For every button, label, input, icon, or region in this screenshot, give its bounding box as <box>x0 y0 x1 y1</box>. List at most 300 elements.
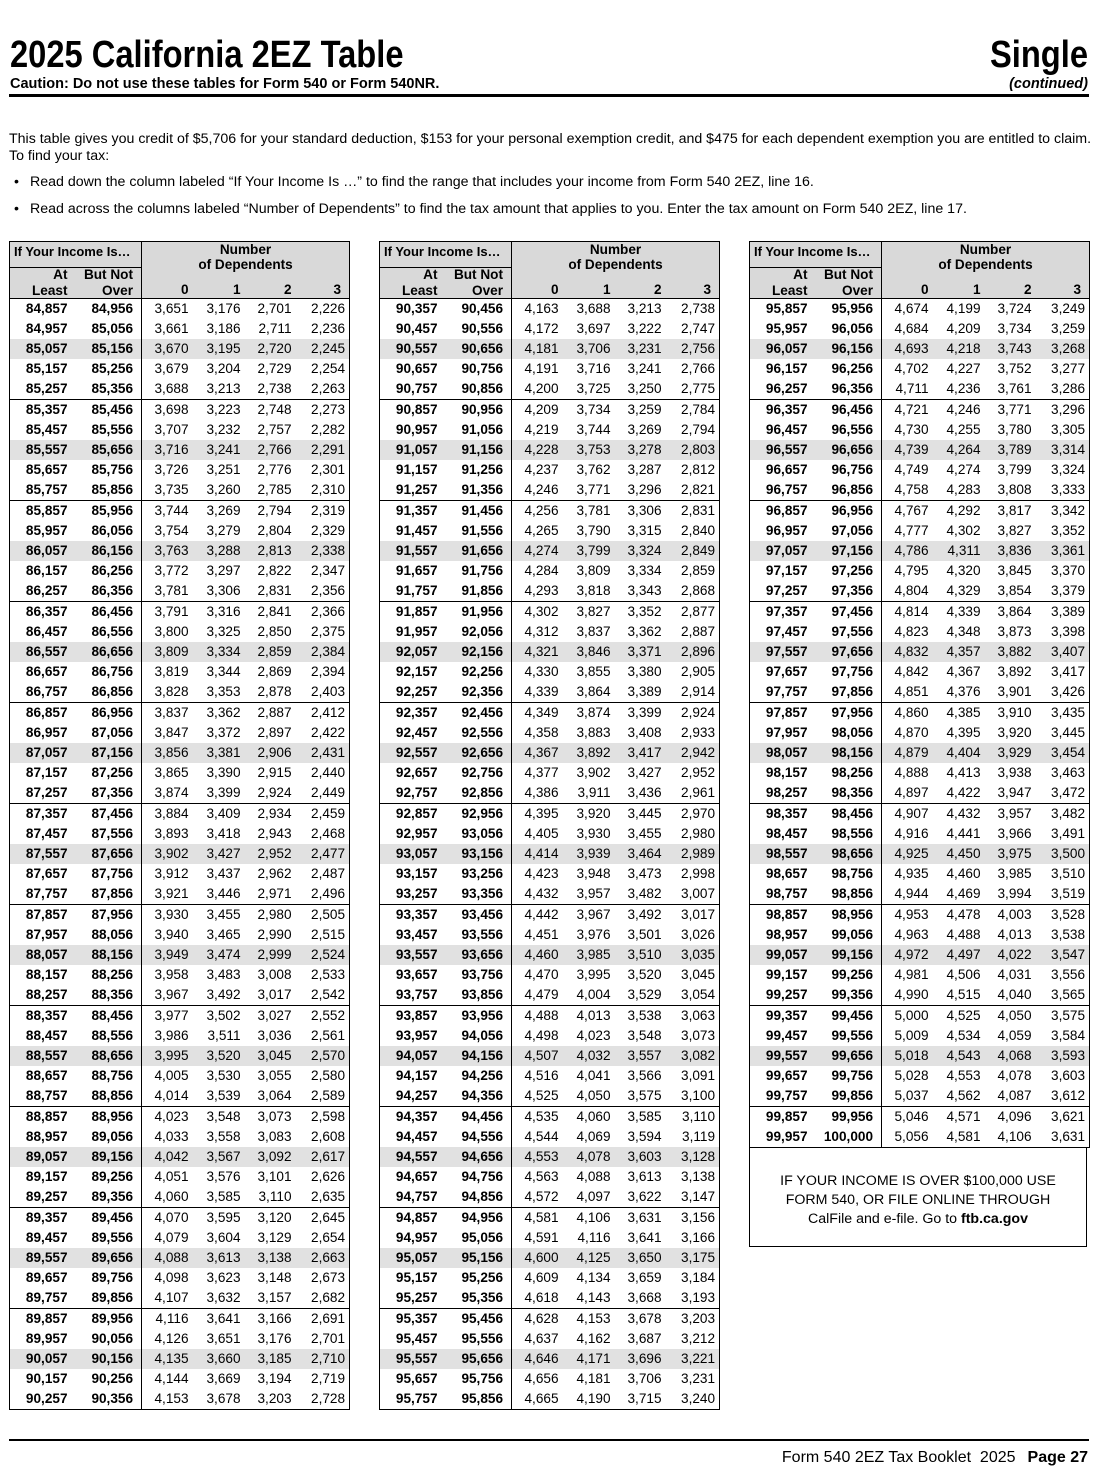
income-at-least: 96,857 <box>750 501 816 522</box>
tax-amount-0-dependents: 4,823 <box>894 624 929 639</box>
tax-amount-3-dependents: 2,728 <box>311 1391 346 1406</box>
tax-amount-3-dependents: 2,766 <box>681 361 716 376</box>
tax-amount-1-dependents: 3,781 <box>567 501 619 522</box>
tax-amount-1-dependents: 4,329 <box>946 583 981 598</box>
tax-amount-2-dependents: 3,278 <box>619 440 670 460</box>
tax-amount-1-dependents: 3,874 <box>567 703 619 724</box>
tax-amount-2-dependents: 2,794 <box>249 501 300 522</box>
tax-amount-1-dependents: 3,465 <box>206 927 241 942</box>
income-at-least: 90,657 <box>395 361 438 376</box>
tax-amount-1-dependents: 3,427 <box>197 844 249 864</box>
ftb-website-link[interactable]: ftb.ca.gov <box>960 1211 1028 1227</box>
tax-amount-3-dependents: 3,565 <box>1051 987 1086 1002</box>
income-but-not-over: 85,956 <box>76 501 142 522</box>
tax-amount-2-dependents: 3,529 <box>627 987 662 1002</box>
income-at-least: 97,657 <box>765 664 808 679</box>
tax-amount-1-dependents: 3,688 <box>567 299 619 320</box>
tax-amount-3-dependents: 3,156 <box>670 1208 720 1229</box>
table-row <box>750 359 1090 379</box>
income-at-least: 94,557 <box>380 1147 446 1167</box>
income-at-least: 98,157 <box>765 765 808 780</box>
tax-amount-2-dependents: 2,813 <box>249 541 300 561</box>
tax-amount-3-dependents: 2,282 <box>311 422 346 437</box>
tax-amount-2-dependents: 3,641 <box>627 1230 662 1245</box>
tax-amount-0-dependents: 4,786 <box>882 541 937 561</box>
table-row <box>10 682 350 703</box>
tax-amount-0-dependents: 4,033 <box>154 1129 189 1144</box>
table-row <box>380 1389 720 1410</box>
table-row <box>380 1066 720 1086</box>
income-but-not-over: 93,456 <box>446 905 512 926</box>
income-at-least: 88,957 <box>25 1129 68 1144</box>
tax-amount-2-dependents: 3,920 <box>997 725 1032 740</box>
tax-amount-2-dependents: 3,808 <box>997 482 1032 497</box>
table-row <box>10 703 350 724</box>
table-row <box>10 581 350 602</box>
table-row <box>380 622 720 642</box>
income-at-least: 92,657 <box>395 765 438 780</box>
tax-amount-0-dependents: 3,837 <box>142 703 197 724</box>
dependents-col-3: 3 <box>1040 282 1090 299</box>
income-at-least: 90,257 <box>25 1391 68 1406</box>
tax-amount-3-dependents: 2,570 <box>300 1046 350 1066</box>
tax-amount-2-dependents: 2,729 <box>257 361 292 376</box>
tax-amount-2-dependents: 3,957 <box>989 804 1040 825</box>
table-row <box>10 1086 350 1107</box>
tax-amount-0-dependents: 4,591 <box>524 1230 559 1245</box>
income-at-least: 92,557 <box>380 743 446 763</box>
tax-amount-0-dependents: 4,423 <box>524 866 559 881</box>
table-row <box>10 925 350 945</box>
income-at-least: 92,157 <box>395 664 438 679</box>
income-but-not-over: 87,856 <box>76 884 142 905</box>
income-at-least: 97,057 <box>750 541 816 561</box>
at-least-header-line-1: At <box>53 267 68 282</box>
tax-amount-1-dependents: 3,911 <box>577 785 611 800</box>
table-row <box>750 662 1090 682</box>
table-row <box>380 541 720 561</box>
tax-amount-3-dependents: 2,608 <box>311 1129 346 1144</box>
tax-amount-0-dependents: 3,856 <box>142 743 197 763</box>
tax-amount-2-dependents: 3,994 <box>997 886 1032 901</box>
tax-amount-1-dependents: 4,236 <box>946 381 981 396</box>
income-but-not-over: 85,556 <box>76 420 142 440</box>
tax-amount-3-dependents: 2,394 <box>311 664 346 679</box>
tax-amount-2-dependents: 3,101 <box>257 1169 292 1184</box>
tax-amount-2-dependents: 3,296 <box>627 482 662 497</box>
income-at-least: 89,057 <box>10 1147 76 1167</box>
income-at-least: 96,257 <box>765 381 808 396</box>
tax-amount-1-dependents: 3,520 <box>197 1046 249 1066</box>
tax-amount-1-dependents: 3,251 <box>206 462 241 477</box>
tax-amount-0-dependents: 3,670 <box>142 339 197 359</box>
tax-amount-2-dependents: 3,566 <box>627 1068 662 1083</box>
income-but-not-over: 93,556 <box>446 925 512 945</box>
tax-amount-3-dependents: 3,305 <box>1051 422 1086 437</box>
tax-amount-1-dependents: 3,920 <box>567 804 619 825</box>
table-row <box>10 1046 350 1066</box>
tax-amount-0-dependents: 4,358 <box>524 725 559 740</box>
table-row <box>380 703 720 724</box>
tax-amount-1-dependents: 3,511 <box>207 1028 241 1043</box>
income-but-not-over: 93,856 <box>446 985 512 1006</box>
tax-amount-1-dependents: 4,534 <box>946 1028 981 1043</box>
tax-amount-3-dependents: 2,347 <box>311 563 346 578</box>
tax-amount-1-dependents: 3,697 <box>576 321 611 336</box>
tax-amount-2-dependents: 3,771 <box>989 400 1040 421</box>
tax-amount-1-dependents: 4,292 <box>937 501 989 522</box>
tax-amount-1-dependents: 3,613 <box>197 1248 249 1268</box>
but-not-over-header-2: Over <box>76 282 142 299</box>
tax-amount-3-dependents: 2,980 <box>681 826 716 841</box>
instruction-bullet-2 <box>14 201 967 217</box>
income-but-not-over: 99,756 <box>816 1066 882 1086</box>
income-but-not-over: 88,156 <box>76 945 142 965</box>
tax-amount-3-dependents: 2,412 <box>300 703 350 724</box>
table-row <box>380 501 720 522</box>
income-at-least: 95,157 <box>395 1270 438 1285</box>
tax-amount-0-dependents: 4,628 <box>512 1309 567 1330</box>
tax-amount-3-dependents: 3,193 <box>681 1290 716 1305</box>
income-at-least: 94,157 <box>395 1068 438 1083</box>
income-at-least: 96,957 <box>765 523 808 538</box>
income-at-least: 96,357 <box>750 400 816 421</box>
income-but-not-over: 92,356 <box>446 682 512 703</box>
income-but-not-over: 96,256 <box>816 359 882 379</box>
tax-amount-3-dependents: 2,942 <box>670 743 720 763</box>
table-row <box>380 521 720 541</box>
tax-amount-1-dependents: 4,543 <box>937 1046 989 1066</box>
income-at-least: 89,457 <box>25 1230 68 1245</box>
tax-amount-0-dependents: 4,944 <box>894 886 929 901</box>
tax-amount-1-dependents: 3,827 <box>567 602 619 623</box>
tax-amount-3-dependents: 3,584 <box>1051 1028 1086 1043</box>
tax-amount-1-dependents: 4,190 <box>576 1391 611 1406</box>
page-number: Page 27 <box>1027 1449 1088 1466</box>
tax-amount-0-dependents: 4,079 <box>154 1230 189 1245</box>
tax-amount-3-dependents: 2,552 <box>300 1006 350 1027</box>
income-at-least: 91,757 <box>395 583 438 598</box>
income-at-least: 96,057 <box>750 339 816 359</box>
income-but-not-over: 92,756 <box>446 763 512 783</box>
table-row <box>380 905 720 926</box>
tax-amount-2-dependents: 3,389 <box>627 684 662 699</box>
tax-amount-1-dependents: 3,762 <box>576 462 611 477</box>
tax-amount-0-dependents: 4,321 <box>512 642 567 662</box>
caution-text: Caution: Do not use these tables for Form 540 or Form 540NR. <box>10 76 440 92</box>
income-at-least: 99,557 <box>750 1046 816 1066</box>
income-at-least: 94,457 <box>395 1129 438 1144</box>
table-row <box>10 1248 350 1268</box>
tax-amount-0-dependents: 4,060 <box>154 1189 189 1204</box>
tax-amount-3-dependents: 3,175 <box>670 1248 720 1268</box>
tax-amount-3-dependents: 2,375 <box>311 624 346 639</box>
tax-amount-1-dependents: 3,390 <box>206 765 241 780</box>
tax-amount-3-dependents: 3,333 <box>1051 482 1086 497</box>
income-at-least: 92,057 <box>380 642 446 662</box>
tax-amount-1-dependents: 3,678 <box>206 1391 241 1406</box>
income-but-not-over: 99,156 <box>816 945 882 965</box>
income-at-least: 97,957 <box>765 725 808 740</box>
income-but-not-over: 95,656 <box>446 1349 512 1369</box>
tax-amount-3-dependents: 2,877 <box>670 602 720 623</box>
tax-amount-2-dependents: 4,013 <box>997 927 1032 942</box>
tax-amount-1-dependents: 3,399 <box>206 785 241 800</box>
tax-amount-3-dependents: 2,961 <box>681 785 716 800</box>
dependents-header <box>142 242 350 283</box>
tax-amount-3-dependents: 3,063 <box>670 1006 720 1027</box>
income-but-not-over: 91,656 <box>446 541 512 561</box>
tax-amount-3-dependents: 3,203 <box>670 1309 720 1330</box>
tax-amount-0-dependents: 4,135 <box>142 1349 197 1369</box>
tax-amount-0-dependents: 4,674 <box>882 299 937 320</box>
income-but-not-over: 96,556 <box>816 420 882 440</box>
tax-amount-1-dependents: 3,818 <box>576 583 611 598</box>
income-but-not-over: 91,856 <box>446 581 512 602</box>
income-at-least: 97,457 <box>765 624 808 639</box>
table-row <box>750 319 1090 339</box>
tax-amount-3-dependents: 2,254 <box>311 361 346 376</box>
income-at-least: 91,357 <box>380 501 446 522</box>
tax-amount-0-dependents: 3,781 <box>154 583 189 598</box>
tax-amount-3-dependents: 2,784 <box>670 400 720 421</box>
income-but-not-over: 89,756 <box>76 1268 142 1288</box>
tax-amount-3-dependents: 3,212 <box>681 1331 716 1346</box>
tax-amount-1-dependents: 3,204 <box>206 361 241 376</box>
tax-amount-0-dependents: 4,005 <box>154 1068 189 1083</box>
tax-amount-1-dependents: 3,548 <box>197 1107 249 1128</box>
tax-amount-3-dependents: 3,575 <box>1040 1006 1090 1027</box>
table-row <box>10 379 350 400</box>
income-at-least: 98,957 <box>765 927 808 942</box>
tax-amount-2-dependents: 3,185 <box>249 1349 300 1369</box>
table-row <box>10 945 350 965</box>
table-row <box>10 1187 350 1208</box>
table-row <box>750 783 1090 804</box>
income-at-least: 95,857 <box>750 299 816 320</box>
tax-amount-0-dependents: 4,563 <box>524 1169 559 1184</box>
tax-amount-0-dependents: 5,037 <box>894 1088 929 1103</box>
income-at-least: 93,457 <box>395 927 438 942</box>
income-but-not-over: 97,556 <box>816 622 882 642</box>
income-at-least: 85,657 <box>25 462 68 477</box>
table-row <box>750 965 1090 985</box>
tax-amount-2-dependents: 3,445 <box>619 804 670 825</box>
income-but-not-over: 96,156 <box>816 339 882 359</box>
tax-amount-2-dependents: 3,743 <box>989 339 1040 359</box>
income-but-not-over: 95,056 <box>446 1228 512 1248</box>
tax-amount-0-dependents: 4,758 <box>894 482 929 497</box>
tax-amount-1-dependents: 3,502 <box>197 1006 249 1027</box>
income-but-not-over: 92,456 <box>446 703 512 724</box>
income-at-least: 96,157 <box>765 361 808 376</box>
table-row <box>750 985 1090 1006</box>
note-line-3-text: CalFile and e-file. Go to <box>808 1211 961 1227</box>
tax-amount-3-dependents: 2,821 <box>681 482 716 497</box>
tax-amount-2-dependents: 3,901 <box>997 684 1032 699</box>
tax-amount-0-dependents: 4,832 <box>882 642 937 662</box>
tax-amount-3-dependents: 3,379 <box>1051 583 1086 598</box>
tax-amount-3-dependents: 2,319 <box>300 501 350 522</box>
income-but-not-over: 92,656 <box>446 743 512 763</box>
tax-amount-3-dependents: 2,933 <box>681 725 716 740</box>
tax-amount-2-dependents: 3,352 <box>619 602 670 623</box>
tax-amount-0-dependents: 3,707 <box>154 422 189 437</box>
income-but-not-over: 88,756 <box>76 1066 142 1086</box>
tax-amount-0-dependents: 5,028 <box>894 1068 929 1083</box>
tax-amount-0-dependents: 4,237 <box>524 462 559 477</box>
income-but-not-over: 89,656 <box>76 1248 142 1268</box>
income-but-not-over: 95,256 <box>446 1268 512 1288</box>
income-but-not-over: 92,156 <box>446 642 512 662</box>
tax-amount-2-dependents: 3,213 <box>619 299 670 320</box>
dependents-col-0: 0 <box>512 282 567 299</box>
income-but-not-over: 92,256 <box>446 662 512 682</box>
tax-amount-2-dependents: 4,078 <box>997 1068 1032 1083</box>
tax-amount-1-dependents: 3,492 <box>206 987 241 1002</box>
tax-amount-3-dependents: 3,417 <box>1051 664 1086 679</box>
table-row <box>380 440 720 460</box>
tax-amount-2-dependents: 3,510 <box>619 945 670 965</box>
income-at-least: 97,557 <box>750 642 816 662</box>
tax-amount-0-dependents: 5,000 <box>882 1006 937 1027</box>
table-row <box>10 804 350 825</box>
tax-amount-3-dependents: 3,138 <box>681 1169 716 1184</box>
income-at-least: 86,357 <box>10 602 76 623</box>
tax-amount-3-dependents: 2,738 <box>670 299 720 320</box>
income-but-not-over: 94,756 <box>446 1167 512 1187</box>
tax-amount-1-dependents: 3,883 <box>576 725 611 740</box>
tax-amount-3-dependents: 3,547 <box>1040 945 1090 965</box>
at-least-header-line-1: At <box>793 267 808 282</box>
tax-amount-0-dependents: 4,246 <box>524 482 559 497</box>
page-footer <box>782 1449 1088 1467</box>
tax-amount-1-dependents: 4,116 <box>577 1230 611 1245</box>
tax-amount-1-dependents: 4,497 <box>937 945 989 965</box>
income-but-not-over: 96,356 <box>816 379 882 400</box>
income-but-not-over: 89,356 <box>76 1187 142 1208</box>
tax-amount-0-dependents: 4,209 <box>512 400 567 421</box>
tax-amount-1-dependents: 3,483 <box>206 967 241 982</box>
tax-amount-2-dependents: 3,520 <box>627 967 662 982</box>
tax-amount-0-dependents: 4,553 <box>512 1147 567 1167</box>
table-row <box>380 1309 720 1330</box>
tax-amount-0-dependents: 4,395 <box>512 804 567 825</box>
tax-amount-2-dependents: 2,999 <box>249 945 300 965</box>
tax-amount-1-dependents: 4,283 <box>946 482 981 497</box>
tax-amount-2-dependents: 3,985 <box>997 866 1032 881</box>
income-but-not-over: 96,856 <box>816 480 882 501</box>
tax-amount-3-dependents: 2,263 <box>311 381 346 396</box>
table-row <box>380 925 720 945</box>
income-at-least: 87,957 <box>25 927 68 942</box>
tax-amount-3-dependents: 3,472 <box>1051 785 1086 800</box>
table-row <box>380 359 720 379</box>
tax-amount-3-dependents: 3,463 <box>1051 765 1086 780</box>
tax-amount-1-dependents: 3,232 <box>206 422 241 437</box>
table-row <box>380 1167 720 1187</box>
tax-amount-2-dependents: 2,990 <box>257 927 292 942</box>
income-at-least: 86,457 <box>25 624 68 639</box>
tax-amount-2-dependents: 3,129 <box>257 1230 292 1245</box>
tax-amount-1-dependents: 4,357 <box>937 642 989 662</box>
tax-amount-0-dependents: 3,893 <box>154 826 189 841</box>
tax-amount-0-dependents: 4,126 <box>154 1331 189 1346</box>
tax-amount-1-dependents: 3,455 <box>197 905 249 926</box>
income-but-not-over: 90,656 <box>446 339 512 359</box>
tax-amount-1-dependents: 4,376 <box>946 684 981 699</box>
income-at-least: 99,457 <box>765 1028 808 1043</box>
income-but-not-over: 93,656 <box>446 945 512 965</box>
tax-amount-2-dependents: 4,031 <box>997 967 1032 982</box>
tax-amount-2-dependents: 3,241 <box>627 361 662 376</box>
tax-amount-0-dependents: 3,912 <box>154 866 189 881</box>
tax-amount-0-dependents: 4,972 <box>882 945 937 965</box>
table-row <box>10 1127 350 1147</box>
tax-amount-1-dependents: 3,306 <box>206 583 241 598</box>
income-at-least: 87,857 <box>10 905 76 926</box>
table-row <box>750 460 1090 480</box>
tax-amount-3-dependents: 2,487 <box>311 866 346 881</box>
table-row <box>10 622 350 642</box>
income-at-least: 94,657 <box>395 1169 438 1184</box>
table-row <box>750 723 1090 743</box>
tax-amount-2-dependents: 3,306 <box>619 501 670 522</box>
income-at-least: 95,257 <box>395 1290 438 1305</box>
tax-amount-1-dependents: 3,176 <box>197 299 249 320</box>
tax-amount-2-dependents: 3,371 <box>619 642 670 662</box>
booklet-name: Form 540 2EZ Tax Booklet 2025 <box>781 1449 1016 1466</box>
tax-amount-2-dependents: 3,008 <box>257 967 292 982</box>
tax-amount-1-dependents: 3,939 <box>567 844 619 864</box>
income-at-least: 86,257 <box>25 583 68 598</box>
tax-amount-1-dependents: 3,985 <box>567 945 619 965</box>
income-but-not-over: 95,956 <box>816 299 882 320</box>
income-but-not-over: 91,756 <box>446 561 512 581</box>
income-but-not-over: 97,056 <box>816 521 882 541</box>
tax-amount-1-dependents: 4,209 <box>946 321 981 336</box>
income-at-least: 87,257 <box>25 785 68 800</box>
table-row <box>750 561 1090 581</box>
tax-amount-2-dependents: 3,036 <box>257 1028 292 1043</box>
tax-amount-3-dependents: 3,519 <box>1051 886 1086 901</box>
income-at-least: 95,557 <box>380 1349 446 1369</box>
tax-amount-2-dependents: 3,157 <box>257 1290 292 1305</box>
tax-amount-1-dependents: 4,460 <box>946 866 981 881</box>
table-row <box>10 1369 350 1389</box>
tax-amount-3-dependents: 2,329 <box>311 523 346 538</box>
tax-amount-1-dependents: 3,623 <box>206 1270 241 1285</box>
tax-amount-0-dependents: 3,940 <box>154 927 189 942</box>
table-row <box>380 804 720 825</box>
tax-amount-0-dependents: 4,916 <box>894 826 929 841</box>
tax-amount-0-dependents: 4,414 <box>512 844 567 864</box>
table-row <box>10 743 350 763</box>
income-but-not-over: 86,756 <box>76 662 142 682</box>
tax-amount-1-dependents: 4,097 <box>576 1189 611 1204</box>
income-but-not-over: 88,356 <box>76 985 142 1006</box>
table-row <box>10 420 350 440</box>
tax-amount-0-dependents: 4,219 <box>524 422 559 437</box>
tax-amount-0-dependents: 4,693 <box>882 339 937 359</box>
income-but-not-over: 90,256 <box>76 1369 142 1389</box>
tax-amount-2-dependents: 3,910 <box>989 703 1040 724</box>
tax-amount-2-dependents: 3,650 <box>619 1248 670 1268</box>
table-row <box>750 824 1090 844</box>
tax-amount-3-dependents: 2,301 <box>311 462 346 477</box>
tax-amount-2-dependents: 2,906 <box>249 743 300 763</box>
tax-amount-0-dependents: 4,618 <box>524 1290 559 1305</box>
